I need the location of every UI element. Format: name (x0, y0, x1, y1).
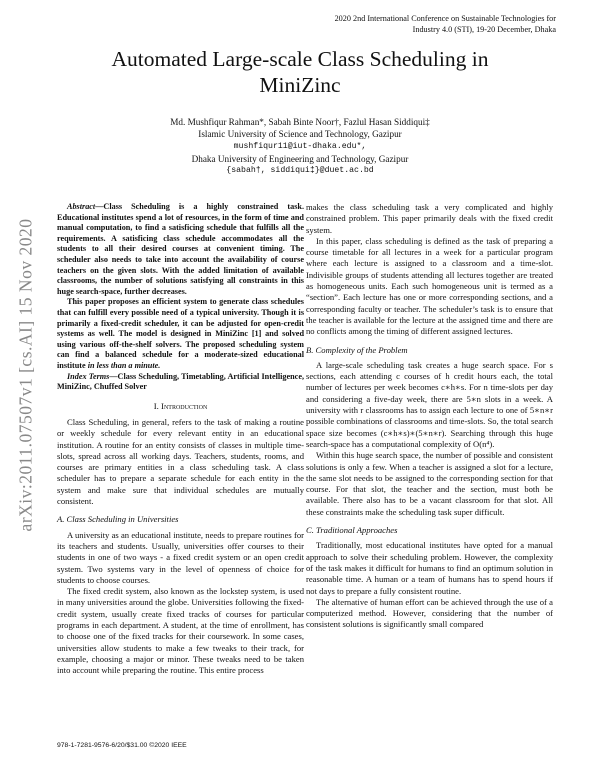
right-paragraph-3: A large-scale scheduling task creates a huge search space. For s sections, each attending c courses of h credit hours each, the total number of lectures per week becomes c∗h∗s. For n time-slots per day and considering a five-day week, there are 5∗n slots in a week. A university with r classrooms has to assign each lecture to one of 5∗n∗r possible combinations of classrooms and time-slots. So, the total search space size becomes (c∗h∗s)∗(5∗n∗r). Searching through this huge search-space has a computational complexity of O(n⁴). (306, 359, 553, 449)
abstract (57, 202, 304, 393)
email-2: {sabah†, siddiqui‡}@duet.ac.bd (226, 166, 374, 176)
abstract-p2-emph: in less than a minute. (87, 360, 161, 370)
email-1: mushfiqur11@iut-dhaka.edu*, (233, 141, 367, 151)
intro-paragraph-2: A university as an educational institute, needs to prepare routines for its teachers and students. Usually, universities offer courses to their students in one of two ways - a fixed credit system or an open credit system. Two systems vary in the level of openness of choice for students to choose courses. (57, 529, 304, 585)
right-paragraph-2: In this paper, class scheduling is defined as the task of preparing a course timetable for all lectures in a week for a particular program where each lecture is assigned to a classroom and a time-slot. Indivisible groups of students attending all lectures together are treated as homogeneous units. Each such homogeneous unit is termed as a “section”. Each lecture has one or more corresponding sections, and a corresponding faculty or teacher. The scheduler’s task is to ensure that the teacher is available for the lecture at the assigned time and there are no conflicts among the timing of different assigned lectures. (306, 235, 553, 337)
author-block (60, 116, 540, 177)
arxiv-watermark (10, 170, 42, 580)
index-terms: —Class Scheduling, Timetabling, Artificial Intelligence, MiniZinc, Chuffed Solver (57, 371, 304, 392)
left-column (57, 202, 304, 677)
copyright-footer: 978-1-7281-9576-6/20/$31.00 ©2020 IEEE (57, 742, 187, 749)
subsection-heading-b: B. Complexity of the Problem (306, 344, 408, 355)
affiliation-2: Dhaka University of Engineering and Technology, Gazipur (191, 153, 409, 164)
right-paragraph-4: Within this huge search space, the number of possible and consistent solutions is only a few. When a teacher is assigned a slot for a lecture, the same slot needs to be assigned to the corresponding section for that course. For that slot, the teacher and the section, must both be available. There also has to be a vacant classroom for that slot. All these constraints make the scheduling task super difficult. (306, 450, 553, 517)
section-heading-introduction: I. Introduction (153, 400, 208, 411)
intro-paragraph-1: Class Scheduling, in general, refers to the task of making a routine or weekly schedule for every relevant entity in an educational institution. A routine for an entity consists of classes in multiple time-slots, spread across all working days. Teachers, students, rooms, and courses are primary entities in a class scheduling task. A class scheduler has to prepare a separate schedule for each entity in the system and make sure that individual schedules are mutually consistent. (57, 416, 304, 507)
author-names: Md. Mushfiqur Rahman*, Sabah Binte Noor†, Fazlul Hasan Siddiqui‡ (170, 117, 430, 127)
intro-paragraph-3: The fixed credit system, also known as the lockstep system, is used in many universities around the globe. Universities following the fixed-credit system, usually create fixed tracks of courses for particular programs in each department. A student, at the time of enrollment, has to choose one of the fixed tracks for their coursework. In some cases, universities allow students to make a few tweaks to their track, for example, choosing a major or minor. These tweaks need to be taken into account while preparing the routine. This entire process (57, 586, 304, 676)
paper-title (60, 46, 540, 98)
affiliation-1: Islamic University of Science and Technology, Gazipur (198, 129, 402, 140)
abstract-label: Abstract (67, 202, 96, 211)
conference-line-2: Industry 4.0 (STI), 19-20 December, Dhaka (412, 25, 556, 34)
right-paragraph-5: Traditionally, most educational institutes have opted for a manual approach to solve their scheduling problem. However, the complexity of the task makes it difficult for humans to find an optimum solution in reasonable time. A human or a team of humans has to spend hours if not days to prepare a fully consistent routine. (306, 540, 553, 596)
abstract-p2: This paper proposes an efficient system to generate class schedules that can fulfill every possible need of a typical university. Though it is primarily a fixed-credit scheduler, it can be adjusted for open-credit systems as well. The model is designed in MiniZinc [1] and solved using various off-the-shelf solvers. The proposed scheduling system can find a balanced schedule for a moderate-sized educational institute (57, 297, 304, 370)
subsection-heading-a: A. Class Scheduling in Universities (57, 514, 179, 525)
right-column (306, 202, 553, 631)
right-paragraph-6: The alternative of human effort can be achieved through the use of a computerized method. However, considering that the number of consistent solutions is significantly small compared (306, 596, 553, 630)
index-terms-label: Index Terms (67, 371, 110, 381)
abstract-p1: —Class Scheduling is a highly constrained task. Educational institutes spend a lot of resources, in the form of time and manual computation, to find a satisficing schedule that fulfills all the requirements. A satisficing class schedule accommodates all the students to all their desired courses at convenient timing. The scheduler also needs to take into account the availability of course teachers on the given slots. With the added limitation of available classrooms, the number of solutions satisfying all constraints in this huge search-space, further decreases. (57, 202, 304, 296)
conference-line-1: 2020 2nd International Conference on Sustainable Technologies for (334, 14, 556, 23)
conference-header (256, 13, 556, 35)
title-line-2: MiniZinc (259, 73, 341, 97)
arxiv-watermark-text: arXiv:2011.07507v1 [cs.AI] 15 Nov 2020 (15, 218, 36, 532)
title-line-1: Automated Large-scale Class Scheduling in (111, 47, 489, 71)
subsection-heading-c: C. Traditional Approaches (306, 525, 398, 536)
right-paragraph-1: makes the class scheduling task a very complicated and highly constrained problem. This paper primarily deals with the fixed credit system. (306, 202, 553, 235)
